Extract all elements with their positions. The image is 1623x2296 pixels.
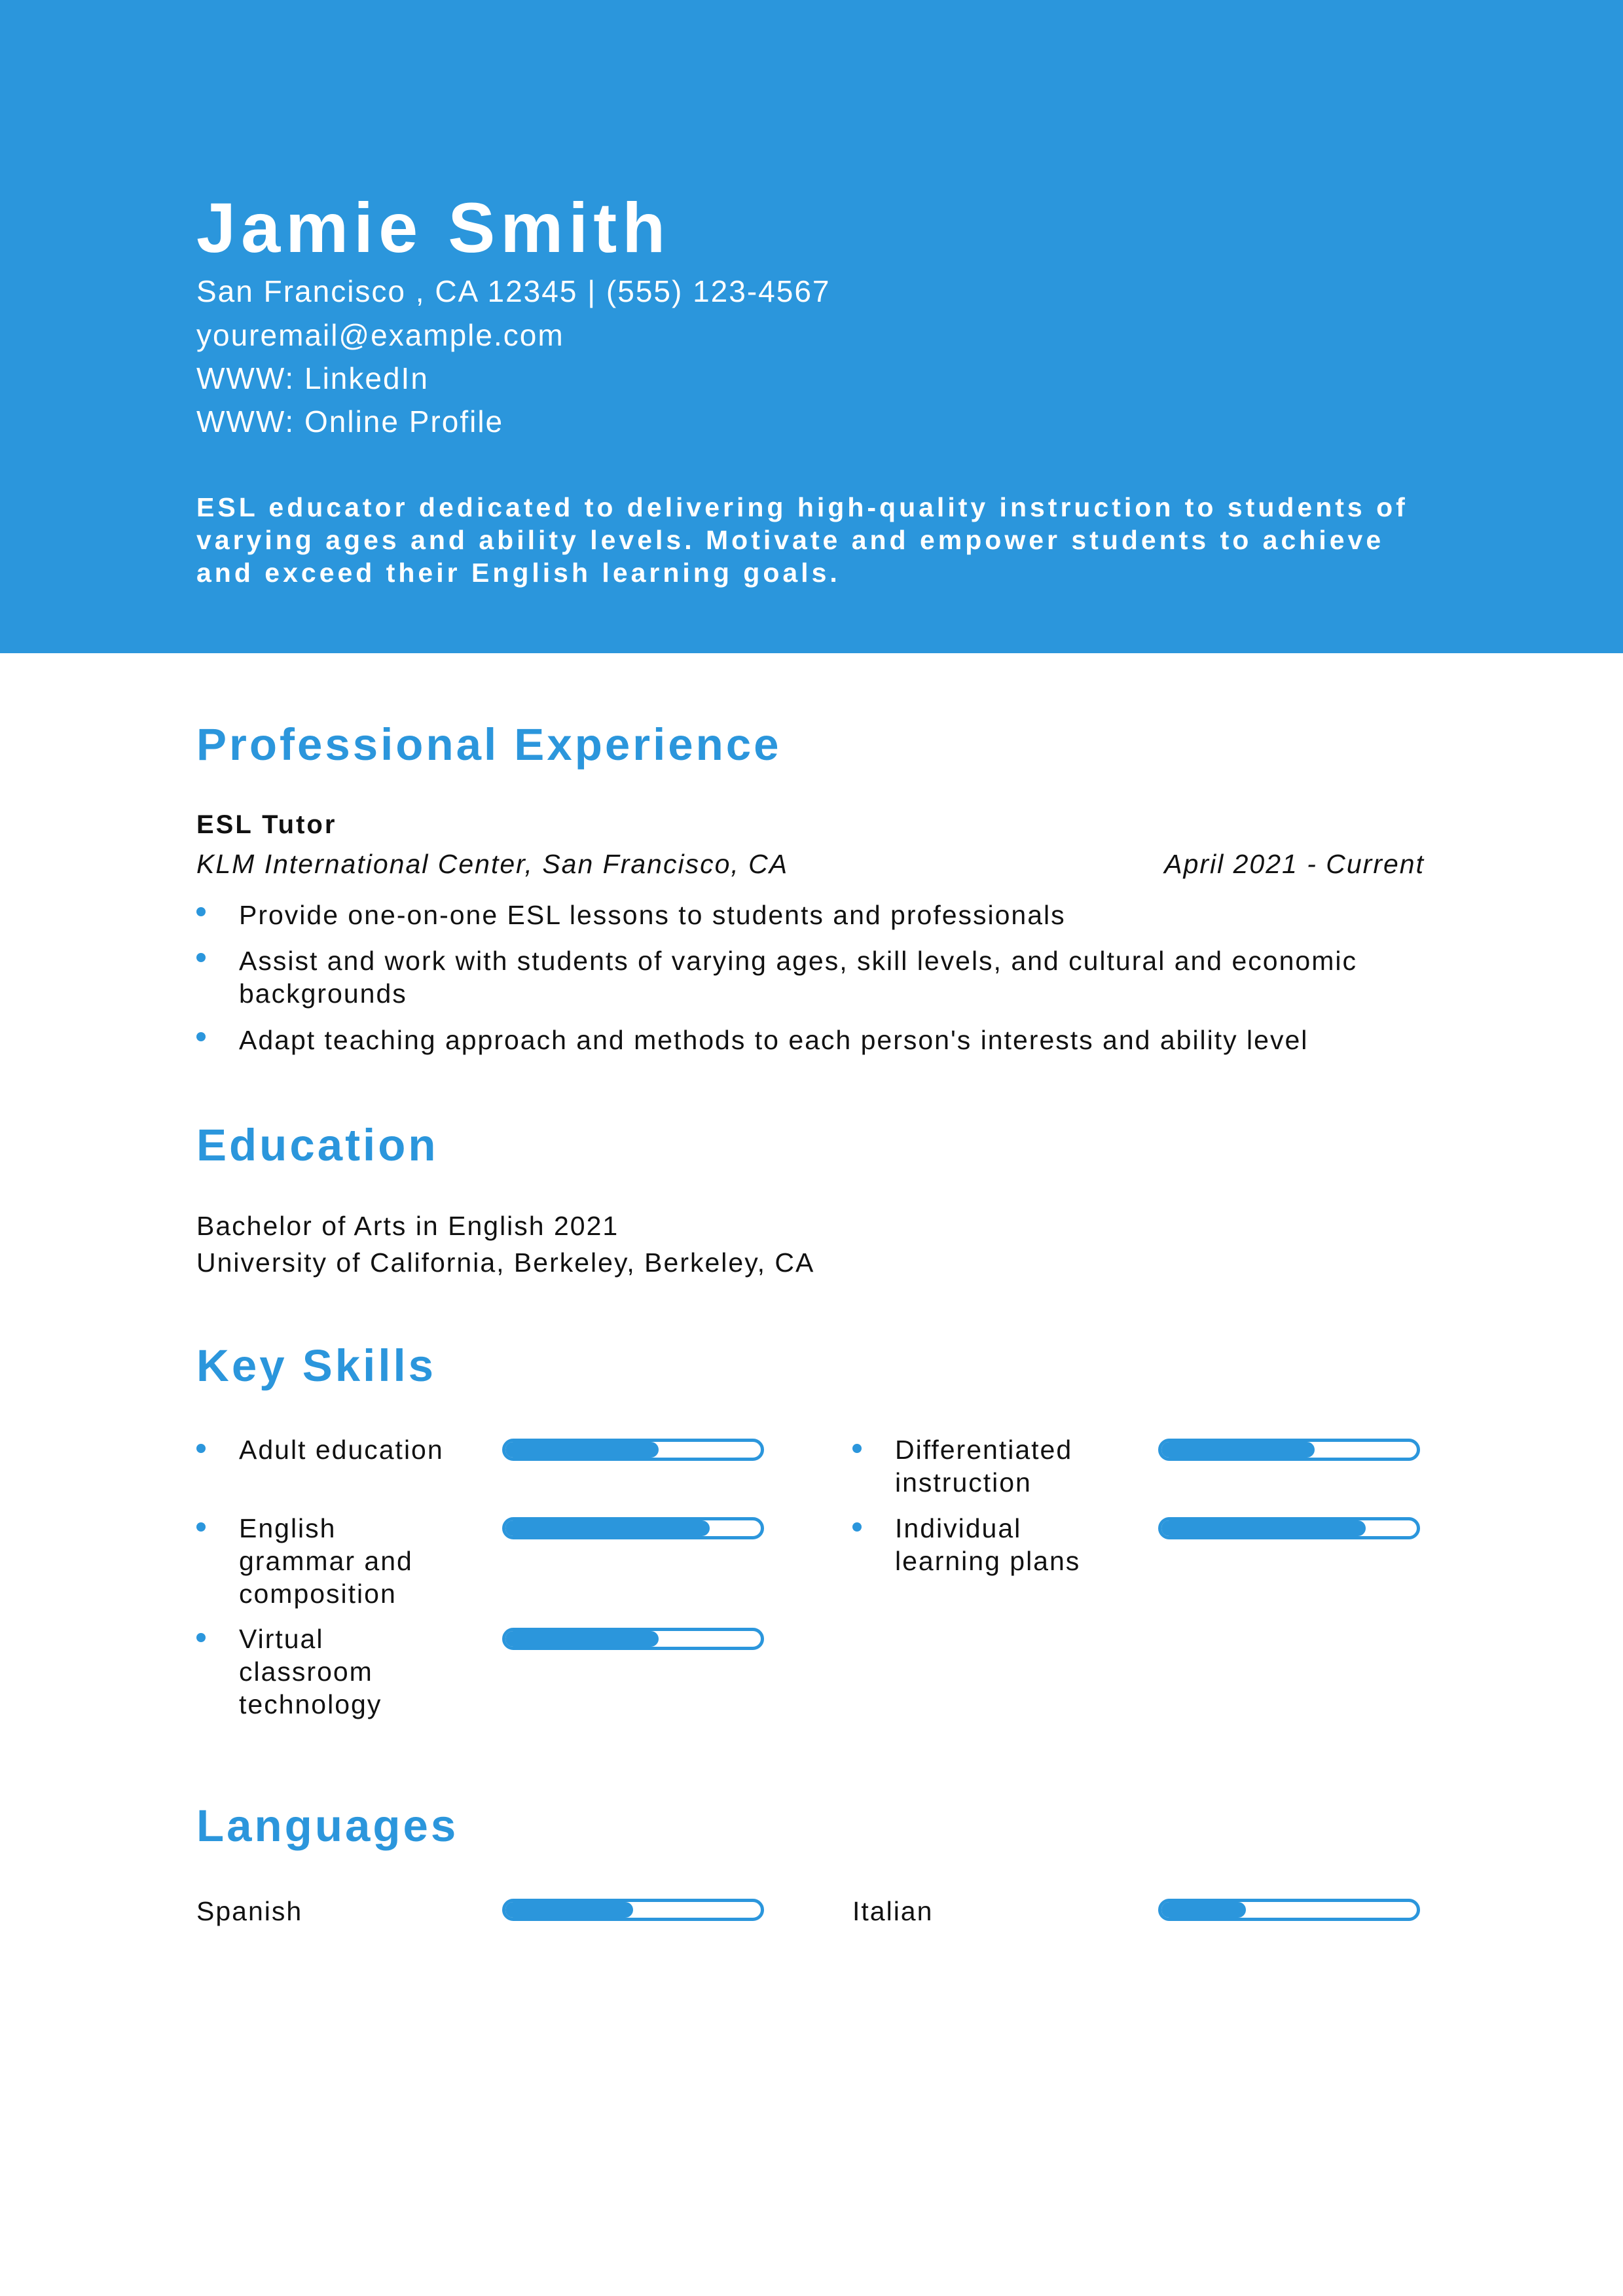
language-level-bar	[1158, 1899, 1420, 1921]
job-bullet-text: Assist and work with students of varying ages, skill levels, and cultural and economic backgrounds	[239, 946, 1357, 1009]
location-phone: San Francisco , CA 12345 | (555) 123-4567	[196, 274, 831, 308]
bullet-icon	[196, 1522, 206, 1532]
job-bullet-text: Adapt teaching approach and methods to each person's interests and ability level	[239, 1025, 1309, 1055]
bullet-icon	[196, 1633, 206, 1642]
education-degree: Bachelor of Arts in English 2021	[196, 1211, 619, 1241]
skill-level-bar	[502, 1517, 764, 1539]
job-bullet-text: Provide one-on-one ESL lessons to students and professionals	[239, 900, 1066, 930]
language-level-fill	[505, 1902, 633, 1918]
job-company: KLM International Center, San Francisco, CA	[196, 849, 789, 879]
summary: ESL educator dedicated to delivering high-quality instruction to students of varying ages and ability levels. Motivate and empower students to achieve and exceed their English learning goals.	[196, 492, 1408, 588]
online-profile-link[interactable]: WWW: Online Profile	[196, 404, 504, 439]
skills-heading: Key Skills	[196, 1340, 437, 1391]
language-label: Italian	[852, 1896, 934, 1926]
skill-level-fill	[1161, 1442, 1315, 1458]
job-bullet	[196, 944, 1427, 1010]
linkedin-link[interactable]: WWW: LinkedIn	[196, 361, 429, 395]
skill-label: Virtual classroom technology	[239, 1624, 382, 1719]
bullet-icon	[196, 1444, 206, 1453]
header-banner	[0, 0, 1623, 653]
job-dates: April 2021 - Current	[1164, 849, 1425, 879]
skill-label: English grammar and composition	[239, 1513, 413, 1609]
experience-heading: Professional Experience	[196, 719, 782, 770]
skill-level-bar	[1158, 1517, 1420, 1539]
skill-level-fill	[505, 1442, 659, 1458]
bullet-icon	[852, 1522, 862, 1532]
job-title: ESL Tutor	[196, 810, 337, 839]
skill-label: Individual learning plans	[895, 1513, 1081, 1576]
skill-level-fill	[505, 1520, 710, 1536]
job-bullet	[196, 1024, 1427, 1056]
education-heading: Education	[196, 1120, 439, 1170]
skill-label: Adult education	[239, 1435, 444, 1465]
skill-level-bar	[502, 1439, 764, 1461]
education-school: University of California, Berkeley, Berkeley, CA	[196, 1247, 815, 1278]
bullet-icon	[852, 1444, 862, 1453]
bullet-icon	[196, 953, 206, 962]
skill-level-bar	[1158, 1439, 1420, 1461]
email[interactable]: youremail@example.com	[196, 318, 564, 352]
language-level-bar	[502, 1899, 764, 1921]
job-bullet	[196, 899, 1427, 931]
language-level-fill	[1161, 1902, 1246, 1918]
skill-level-fill	[1161, 1520, 1366, 1536]
candidate-name: Jamie Smith	[196, 188, 671, 267]
bullet-icon	[196, 1032, 206, 1041]
languages-heading: Languages	[196, 1801, 459, 1851]
bullet-icon	[196, 907, 206, 916]
skill-label: Differentiated instruction	[895, 1435, 1073, 1498]
language-label: Spanish	[196, 1896, 303, 1926]
skill-level-fill	[505, 1631, 659, 1647]
skill-level-bar	[502, 1628, 764, 1650]
